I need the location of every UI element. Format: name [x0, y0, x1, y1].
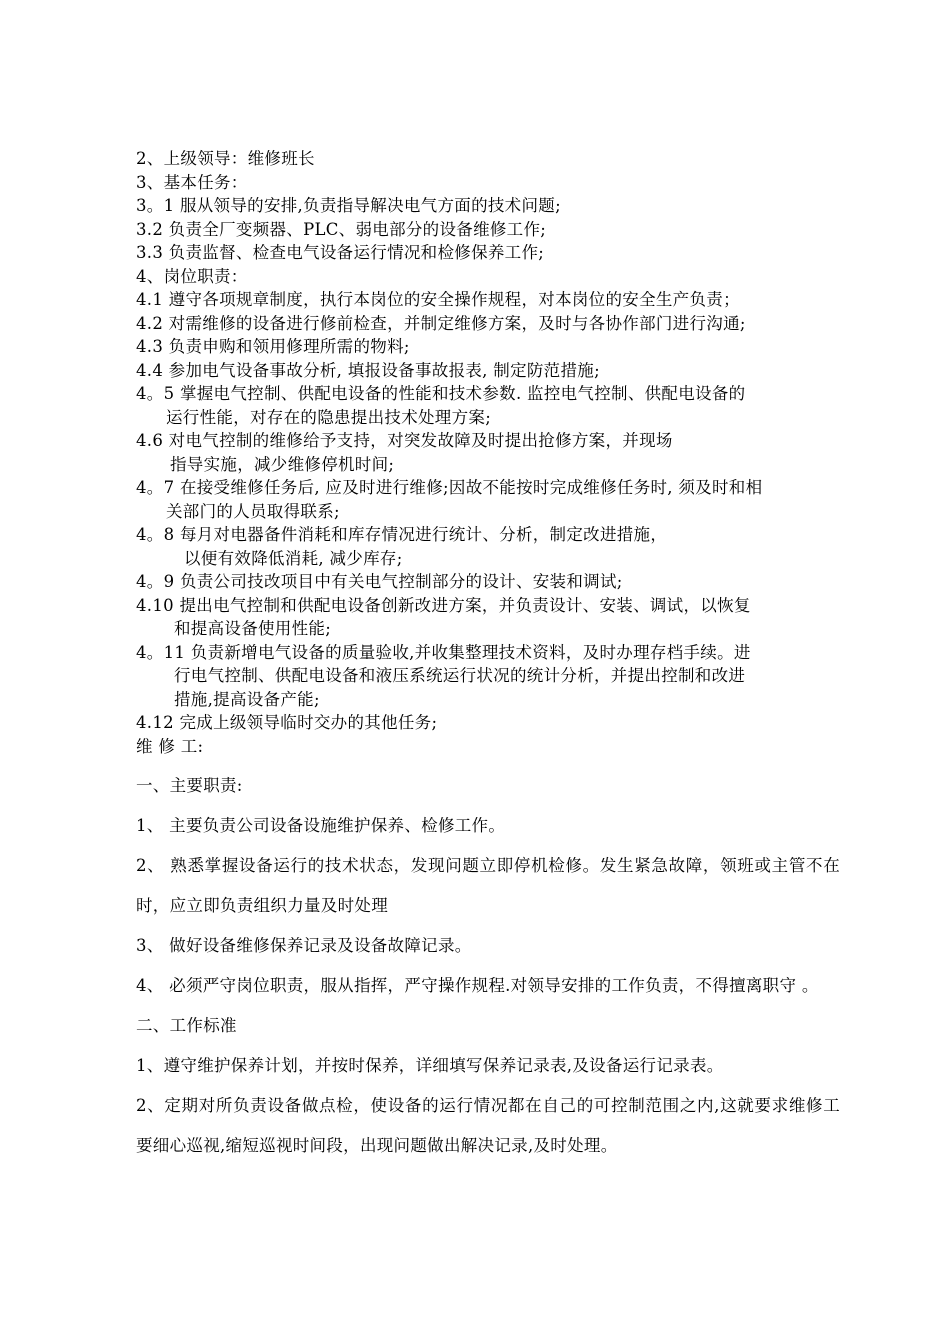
main-duties-heading: 一、主要职责: [136, 776, 243, 795]
duty-4-9: 4。9 负责公司技改项目中有关电气控制部分的设计、安装和调试; [136, 572, 623, 591]
duty-4-8-line2: 以便有效降低消耗, 减少库存; [184, 548, 403, 568]
duties-heading: 4、岗位职责： [136, 266, 248, 286]
duty-4-11-line2: 行电气控制、供配电设备和液压系统运行状况的统计分析，并提出控制和改进 [174, 666, 746, 685]
superior-line: 2、上级领导：维修班长 [136, 149, 315, 168]
work-standard-heading: 二、工作标准 [136, 1016, 237, 1035]
duty-4-10-line2: 和提高设备使用性能; [174, 619, 332, 638]
duty-4-10-line1: 4.10 提出电气控制和供配电设备创新改进方案，并负责设计、安装、调试，以恢复 [136, 595, 751, 615]
repairman-heading: 维 修 工: [136, 736, 204, 756]
duty-4-1: 4.1 遵守各项规章制度，执行本岗位的安全操作规程，对本岗位的安全生产负责； [136, 290, 740, 309]
document-page [136, 147, 840, 1166]
duty-4-5-line2: 运行性能，对存在的隐患提出技术处理方案; [166, 407, 492, 427]
task-3-3: 3.3 负责监督、检查电气设备运行情况和检修保养工作; [136, 243, 545, 262]
basic-tasks-heading: 3、基本任务： [136, 172, 248, 192]
duty-4-5-line1: 4。5 掌握电气控制、供配电设备的性能和技术参数. 监控电气控制、供配电设备的 [136, 384, 746, 403]
duty-4-6-line2: 指导实施，减少维修停机时间; [170, 454, 395, 474]
duty-4-2: 4.2 对需维修的设备进行修前检查，并制定维修方案，及时与各协作部门进行沟通; [136, 313, 746, 333]
duty-4-7-line1: 4。7 在接受维修任务后, 应及时进行维修;因故不能按时完成维修任务时, 须及时和相 [136, 478, 763, 497]
duty-4-6-line1: 4.6 对电气控制的维修给予支持，对突发故障及时提出抢修方案，并现场 [136, 431, 673, 450]
main-duty-2: 2、 熟悉掌握设备运行的技术状态，发现问题立即停机检修。发生紧急故障，领班或主管不在时，应立即负责组织力量及时处理 [136, 856, 840, 915]
work-standard-2: 2、定期对所负责设备做点检，使设备的运行情况都在自己的可控制范围之内,这就要求维修工要细心巡视,缩短巡视时间段，出现问题做出解决记录,及时处理。 [136, 1096, 840, 1155]
duty-4-8-line1: 4。8 每月对电器备件消耗和库存情况进行统计、分析，制定改进措施， [136, 525, 668, 544]
duty-4-11-line1: 4。11 负责新增电气设备的质量验收,并收集整理技术资料，及时办理存档手续。进 [136, 642, 751, 662]
duty-4-11-line3: 措施,提高设备产能; [174, 689, 320, 709]
duty-4-3: 4.3 负责申购和领用修理所需的物料; [136, 337, 410, 356]
main-duty-3: 3、 做好设备维修保养记录及设备故障记录。 [136, 936, 472, 955]
task-3-1: 3。1 服从领导的安排,负责指导解决电气方面的技术问题; [136, 196, 561, 215]
duty-4-12: 4.12 完成上级领导临时交办的其他任务; [136, 713, 438, 732]
main-duty-4: 4、 必须严守岗位职责，服从指挥，严守操作规程.对领导安排的工作负责，不得擅离职守 。 [136, 976, 819, 995]
task-3-2: 3.2 负责全厂变频器、PLC、弱电部分的设备维修工作; [136, 219, 547, 239]
work-standard-1: 1、遵守维护保养计划，并按时保养，详细填写保养记录表,及设备运行记录表。 [136, 1056, 724, 1075]
duty-4-7-line2: 关部门的人员取得联系; [166, 501, 340, 521]
main-duty-1: 1、 主要负责公司设备设施维护保养、检修工作。 [136, 816, 506, 835]
duty-4-4: 4.4 参加电气设备事故分析, 填报设备事故报表, 制定防范措施; [136, 360, 600, 380]
